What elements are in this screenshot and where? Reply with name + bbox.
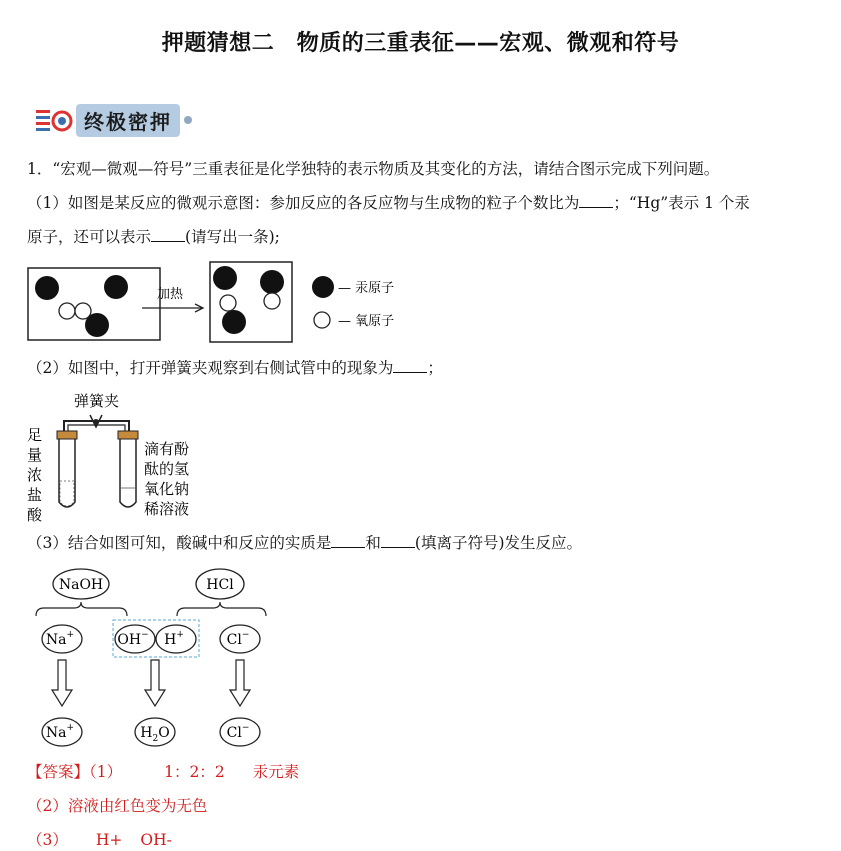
part1-text-c: 原子，还可以表示 (27, 228, 152, 246)
right-stopper (118, 431, 138, 439)
left-label-char: 酸 (27, 506, 43, 524)
naoh-brace (36, 602, 127, 616)
left-label-char: 盐 (27, 486, 43, 504)
left-label-char: 浓 (27, 466, 43, 484)
down-arrow-icon (52, 660, 72, 706)
badge-dot (184, 116, 192, 124)
hcl-label: HCl (206, 577, 234, 593)
oh-ion: OH− (117, 630, 149, 648)
answer-line3 (27, 830, 172, 850)
hydrochloric-acid-liquid (60, 481, 74, 506)
section-label: 终极密押 (76, 104, 180, 137)
down-arrow-icon (230, 660, 250, 706)
down-arrow-icon (145, 660, 165, 706)
o-atom (264, 293, 280, 309)
right-label-line: 稀溶液 (144, 500, 190, 518)
test-tube-diagram (24, 384, 234, 526)
na-ion: Na+ (45, 630, 75, 648)
o-atom (75, 303, 91, 319)
part3-text-c: (填离子符号)发生反应。 (414, 534, 582, 552)
hg-atom (213, 266, 237, 290)
legend-o-atom (314, 312, 330, 328)
answer-blank (393, 358, 427, 373)
clamp-pivot (93, 419, 99, 425)
page-title: 押题猜想二 物质的三重表征——宏观、微观和符号 (161, 31, 680, 56)
answer-h-ion: H+ (95, 831, 123, 849)
hg-atom (260, 270, 284, 294)
h-ion: H+ (164, 630, 184, 648)
o-atom (220, 295, 236, 311)
answer-blank (381, 533, 415, 548)
part1-text-d: (请写出一条); (185, 228, 280, 246)
section-badge (34, 102, 192, 138)
legend-o-label: — 氧原子 (338, 314, 395, 329)
heat-label: 加热 (157, 287, 184, 302)
na-ion-product: Na+ (45, 723, 75, 741)
neutralization-diagram (24, 562, 284, 754)
question-stem: 1．“宏观—微观—符号”三重表征是化学独特的表示物质及其变化的方法，请结合图示完成下列问题。 (27, 160, 720, 178)
reaction-micro-diagram (24, 258, 424, 348)
answer-line1 (27, 762, 299, 782)
hg-atom (222, 310, 246, 334)
answer-line2: （2）溶液由红色变为无色 (27, 797, 208, 815)
right-label-line: 氧化钠 (144, 480, 190, 498)
part1-text-b: ；“Hg”表示 1 个汞 (613, 194, 750, 212)
left-label-char: 足 (27, 426, 43, 444)
answer-meaning: 汞元素 (252, 763, 300, 781)
answer-blank (579, 193, 613, 208)
part2-text-a: （2）如图中，打开弹簧夹观察到右侧试管中的现象为 (27, 359, 394, 377)
right-test-tube (120, 439, 136, 507)
legend-hg-label: — 汞原子 (338, 281, 395, 296)
part2-text-b: ； (427, 359, 443, 377)
answer3-label: （3） (27, 831, 68, 849)
left-label-char: 量 (27, 446, 43, 464)
hcl-brace (177, 602, 266, 616)
hg-atom (104, 275, 128, 299)
right-label-line: 滴有酚 (144, 440, 190, 458)
target-icon (34, 105, 76, 135)
part2-line (27, 358, 443, 378)
naoh-label: NaOH (58, 577, 104, 593)
clamp-label: 弹簧夹 (74, 392, 120, 410)
cl-ion: Cl− (226, 630, 250, 648)
legend-hg-atom (312, 276, 334, 298)
o-atom (59, 303, 75, 319)
answer-oh-ion: OH- (140, 831, 172, 849)
water-molecule: $H_2O$ (140, 725, 170, 744)
part1-text-a: （1）如图是某反应的微观示意图：参加反应的各反应物与生成物的粒子个数比为 (27, 194, 580, 212)
answer-ratio: 1：2：2 (164, 763, 225, 781)
part3-line (27, 533, 582, 553)
cl-ion-product: Cl− (226, 723, 250, 741)
part3-text-b: 和 (365, 534, 381, 552)
part1-line2 (27, 227, 280, 247)
answer-label: 【答案】（1） (27, 763, 123, 781)
hg-atom (35, 276, 59, 300)
left-stopper (57, 431, 77, 439)
part1-line1 (27, 193, 750, 213)
answer-blank (151, 227, 185, 242)
answer-blank (331, 533, 365, 548)
part3-text-a: （3）结合如图可知，酸碱中和反应的实质是 (27, 534, 332, 552)
right-label-line: 酞的氢 (144, 460, 190, 478)
